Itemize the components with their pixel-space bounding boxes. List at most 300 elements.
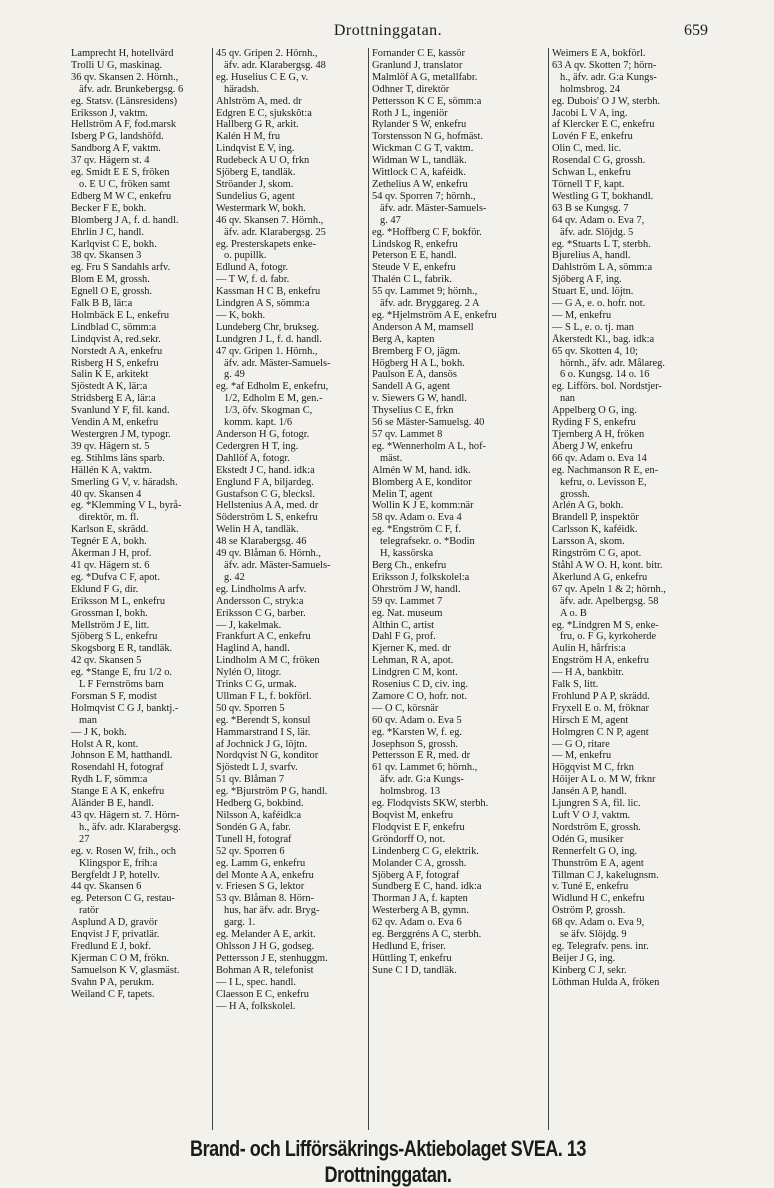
directory-entry: Becker F E, bokh.: [71, 202, 147, 214]
directory-entry: Kalén H M, fru: [216, 131, 281, 143]
directory-entry: Lindskog R, enkefru: [372, 238, 458, 250]
directory-entry: holmsbrog. 24: [560, 83, 621, 95]
column-3: [368, 48, 548, 1130]
directory-entry: Rosendal C G, grossh.: [552, 155, 646, 167]
directory-entry: — M, enkefru: [552, 750, 612, 762]
directory-entry: 66 qv. Adam o. Eva 14: [552, 452, 647, 464]
directory-entry: 56 se Mäster-Samuelsg. 40: [372, 417, 485, 429]
directory-entry: Weiland C F, tapets.: [71, 988, 155, 1000]
directory-entry: eg. *Stange E, fru 1/2 o.: [71, 667, 172, 679]
directory-entry: Weimers E A, bokförl.: [552, 48, 646, 59]
directory-entry: 49 qv. Blåman 6. Hörnh.,: [216, 548, 321, 560]
directory-entry: Bremberg F O, jägm.: [372, 345, 461, 357]
directory-entry: Bohman A R, telefonist: [216, 964, 314, 976]
directory-entry: Falk B B, lär:a: [71, 298, 133, 310]
directory-entry: eg. v. Rosen W, frih., och: [71, 845, 176, 857]
directory-entry: Åberg J W, enkefru: [552, 440, 633, 452]
directory-entry: Dahlström L A, sömm:a: [552, 262, 653, 274]
directory-entry: eg. *Bjurström P G, handl.: [216, 786, 328, 798]
directory-entry: 42 qv. Skansen 5: [71, 655, 142, 667]
directory-entry: Dahl F G, prof.: [372, 631, 436, 643]
directory-entry: Hedberg G, bokbind.: [216, 798, 304, 810]
directory-entry: eg. Lindholms A arfv.: [216, 583, 307, 595]
directory-entry: äfv. adr. Mäster-Samuels-: [224, 357, 331, 369]
directory-entry: holmsbrog. 13: [380, 786, 441, 798]
directory-entry: 51 qv. Blåman 7: [216, 774, 285, 786]
directory-entry: del Monte A A, enkefru: [216, 869, 314, 881]
directory-entry: eg. *Engström C F, f.: [372, 524, 461, 536]
directory-entry: 37 qv. Hägern st. 4: [71, 155, 150, 167]
directory-entry: Pettersson K C E, sömm:a: [372, 95, 482, 107]
directory-entry: af Jochnick J G, löjtn.: [216, 738, 308, 750]
directory-entry: Frohlund P A P, skrädd.: [552, 690, 650, 702]
directory-entry: Sondén G A, fabr.: [216, 821, 291, 833]
directory-entry: Ryding F S, enkefru: [552, 417, 636, 429]
column-1: [68, 48, 212, 1130]
directory-entry: Brandell P, inspektör: [552, 512, 639, 524]
directory-entry: Molander C A, grossh.: [372, 857, 467, 869]
directory-entry: Westerberg A B, gymn.: [372, 905, 469, 917]
directory-entry: eg. Dubois' O J W, sterbh.: [552, 95, 661, 107]
directory-entry: — T W, f. d. fabr.: [216, 274, 290, 286]
directory-entry: grossh.: [560, 488, 590, 500]
directory-entry: Nordström E, grossh.: [552, 821, 641, 833]
directory-entry: Klingspor E, frih:a: [79, 857, 158, 869]
directory-entry: Åkerstedt Kl., bag. idk:a: [552, 333, 655, 345]
directory-entry: eg. *Wennerholm A L, hof-: [372, 440, 487, 452]
directory-entry: Olin C, med. lic.: [552, 143, 622, 155]
directory-entry: Ohlsson J H G, godseg.: [216, 940, 315, 952]
directory-entry: Rennerfelt G O, ing.: [552, 845, 638, 857]
directory-entry: Lindgren C M, kont.: [372, 667, 458, 679]
directory-entry: Holmbäck E L, enkefru: [71, 309, 170, 321]
directory-entry: Fornander C E, kassör: [372, 48, 465, 59]
directory-entry: Söderström L S, enkefru: [216, 512, 318, 524]
directory-entry: Gröndorff O, not.: [372, 833, 446, 845]
directory-entry: Westermark W, bokh.: [216, 202, 306, 214]
directory-entry: eg. *Hjelmström A E, enkefru: [372, 309, 497, 321]
directory-entry: eg. Berggréns A C, sterbh.: [372, 929, 482, 941]
directory-entry: — I L, spec. handl.: [216, 976, 296, 988]
directory-entry: Ekstedt J C, hand. idk:a: [216, 464, 315, 476]
directory-entry: Öhrström J W, handl.: [372, 583, 461, 595]
directory-entry: Kassman H C B, enkefru: [216, 286, 321, 298]
directory-entry: Ståhl A W O. H, kont. bitr.: [552, 559, 663, 571]
directory-entry: Löthman Hulda A, fröken: [552, 976, 660, 988]
directory-entry: Stange E A K, enkefru: [71, 786, 165, 798]
directory-entry: o. pupillk.: [224, 250, 267, 262]
directory-entry: g. 47: [380, 214, 401, 226]
directory-entry: Holmgren C N P, agent: [552, 726, 649, 738]
directory-entry: hus, har äfv. adr. Bryg-: [224, 905, 320, 917]
page-number: 659: [684, 22, 708, 39]
directory-entry: Rylander S W, enkefru: [372, 119, 467, 131]
directory-entry: Hammarstrand I S, lär.: [216, 726, 311, 738]
directory-entry: Blomberg A E, konditor: [372, 476, 472, 488]
directory-entry: Lindblad C, sömm:a: [71, 321, 157, 333]
directory-entry: Forsman S F, modist: [71, 690, 157, 702]
directory-entry: kefru, o. Levisson E,: [560, 476, 647, 488]
directory-entry: h., äfv. adr. G:a Kungs-: [560, 71, 657, 83]
directory-entry: Edgren E C, sjukskôt:a: [216, 107, 312, 119]
directory-entry: 53 qv. Blåman 8. Hörn-: [216, 893, 315, 905]
directory-entry: Lamprecht H, hotellvärd: [71, 48, 174, 59]
column-4: [548, 48, 708, 1130]
directory-entry: Fredlund E J, bokf.: [71, 940, 151, 952]
directory-entry: 44 qv. Skansen 6: [71, 881, 142, 893]
directory-entry: 64 qv. Adam o. Eva 7,: [552, 214, 645, 226]
directory-entry: Blom E M, grossh.: [71, 274, 150, 286]
directory-entry: Stuart E, und. löjtn.: [552, 286, 634, 298]
directory-entry: Claesson E C, enkefru: [216, 988, 309, 1000]
directory-entry: 57 qv. Lammet 8: [372, 429, 443, 440]
directory-entry: Sjöberg S L, enkefru: [71, 631, 158, 643]
directory-entry: Ahlström A, med. dr: [216, 95, 302, 107]
directory-entry: Samuelson K V, glasmäst.: [71, 964, 180, 976]
directory-entry: 43 qv. Hägern st. 7. Hörn-: [71, 810, 180, 821]
directory-entry: Egnell O E, grossh.: [71, 286, 153, 298]
directory-entry: — S L, e. o. tj. man: [552, 321, 634, 333]
directory-entry: Boqvist M, enkefru: [372, 810, 454, 821]
directory-entry: Tegnér E A, bokh.: [71, 536, 147, 548]
directory-entry: Zethelius A W, enkefru: [372, 178, 468, 190]
directory-entry: Edberg M W C, enkefru: [71, 190, 172, 202]
directory-entry: Granlund J, translator: [372, 59, 463, 71]
directory-entry: eg. Melander A E, arkit.: [216, 929, 316, 941]
directory-entry: Åkerlund A G, enkefru: [552, 571, 648, 583]
directory-entry: 50 qv. Sporren 5: [216, 702, 285, 714]
directory-entry: Flodqvist E F, enkefru: [372, 821, 465, 833]
directory-entry: Trinks C G, urmak.: [216, 679, 297, 691]
directory-entry: Sjöberg A F, fotograf: [372, 869, 460, 881]
directory-entry: Haglind A, handl.: [216, 643, 290, 655]
directory-entry: eg. Nat. museum: [372, 607, 443, 619]
directory-entry: eg. Telegrafv. pens. inr.: [552, 940, 649, 952]
directory-entry: Kjerman C O M, frökn.: [71, 952, 170, 964]
directory-entry: Rydh L F, sömm:a: [71, 774, 148, 786]
directory-entry: Karlqvist C E, bokh.: [71, 238, 157, 250]
directory-entry: 48 se Klarabergsg. 46: [216, 536, 307, 548]
directory-entry: Odén G, musiker: [552, 833, 624, 845]
directory-entry: 36 qv. Skansen 2. Hörnh.,: [71, 71, 179, 83]
directory-entry: 47 qv. Gripen 1. Hörnh.,: [216, 345, 318, 357]
directory-entry: — O C, körsnär: [372, 702, 439, 714]
directory-entry: Berg A, kapten: [372, 333, 435, 345]
directory-entry: Anderson H G, fotogr.: [216, 429, 310, 440]
directory-entry: eg. Fru S Sandahls arfv.: [71, 262, 171, 274]
directory-entry: eg. Smidt E E S, fröken: [71, 167, 170, 179]
directory-entry: Pettersson E R, med. dr: [372, 750, 471, 762]
directory-entry: eg. Statsv. (Länsresidens): [71, 95, 178, 107]
directory-entry: Edlund A, fotogr.: [216, 262, 289, 274]
directory-columns: [68, 48, 708, 1130]
directory-entry: Lindgren A S, sömm:a: [216, 298, 310, 310]
directory-entry: Holst A R, kont.: [71, 738, 139, 750]
directory-entry: garg. 1.: [224, 917, 256, 929]
directory-entry: Pettersson J E, stenhuggm.: [216, 952, 328, 964]
directory-entry: Eriksson M L, enkefru: [71, 595, 166, 607]
directory-entry: Tillman C J, kakelugnsm.: [552, 869, 659, 881]
directory-entry: Malmlöf A G, metallfabr.: [372, 71, 478, 83]
directory-entry: ratör: [79, 905, 99, 917]
directory-entry: 63 A qv. Skotten 7; hörn-: [552, 59, 657, 71]
directory-entry: Widman W L, tandläk.: [372, 155, 467, 167]
directory-entry: äfv. adr. Apelbergsg. 58: [560, 595, 659, 607]
directory-entry: Sandell A G, agent: [372, 381, 450, 393]
directory-entry: Althin C, artist: [372, 619, 435, 631]
directory-entry: 39 qv. Hägern st. 5: [71, 440, 150, 452]
directory-entry: 58 qv. Adam o. Eva 4: [372, 512, 462, 524]
directory-entry: Engström H A, enkefru: [552, 655, 649, 667]
directory-entry: Blomberg J A, f. d. handl.: [71, 214, 179, 226]
directory-entry: 67 qv. Apeln 1 & 2; hörnh.,: [552, 583, 666, 595]
directory-entry: A o. B: [560, 607, 587, 619]
directory-entry: äfv. adr. Slöjdg. 5: [560, 226, 634, 238]
directory-entry: Hedlund E, friser.: [372, 940, 446, 952]
directory-entry: eg. Presterskapets enke-: [216, 238, 317, 250]
street-title: Drottninggatan.: [333, 22, 443, 39]
directory-entry: H, kassörska: [380, 548, 434, 560]
directory-entry: — H A, bankbitr.: [552, 667, 624, 679]
directory-entry: 1/3, öfv. Skogman C,: [224, 405, 313, 417]
directory-entry: — H A, folkskolel.: [216, 1000, 296, 1012]
directory-entry: mäst.: [380, 452, 403, 464]
directory-entry: direktör, m. fl.: [79, 512, 139, 524]
directory-entry: 62 qv. Adam o. Eva 6: [372, 917, 462, 929]
directory-entry: Högberg H A L, bokh.: [372, 357, 465, 369]
directory-entry: Rosenius C D, civ. ing.: [372, 679, 469, 691]
directory-entry: eg. *Hoffberg C F, bokför.: [372, 226, 482, 238]
directory-entry: L F Fernströms barn: [79, 679, 164, 691]
directory-entry: Eriksson J, vaktm.: [71, 107, 148, 119]
directory-entry: Svahn P A, perukm.: [71, 976, 155, 988]
directory-entry: äfv. adr. Brunkebergsg. 6: [79, 83, 184, 95]
directory-entry: eg. Stihlms läns sparb.: [71, 452, 165, 464]
directory-entry: eg. *Berendt S, konsul: [216, 714, 311, 726]
directory-entry: äfv. adr. Mäster-Samuels-: [224, 559, 331, 571]
directory-entry: Sjöberg A F, ing.: [552, 274, 622, 286]
directory-entry: eg. *Lindgren M S, enke-: [552, 619, 659, 631]
directory-entry: Roth J L, ingeniör: [372, 107, 448, 119]
directory-entry: Odhner T, direktör: [372, 83, 450, 95]
directory-entry: — J, kakelmak.: [216, 619, 282, 631]
directory-entry: Paulson E A, dansös: [372, 369, 457, 381]
directory-entry: Risberg H S, enkefru: [71, 357, 159, 369]
directory-entry: 65 qv. Skotten 4, 10;: [552, 345, 638, 357]
directory-entry: Eriksson C G, barber.: [216, 607, 306, 619]
directory-entry: Salin K E, arkitekt: [71, 369, 149, 381]
directory-entry: Grossman I, bokh.: [71, 607, 148, 619]
directory-entry: Höijer A L o. M W, frknr: [552, 774, 656, 786]
directory-entry: Nilsson A, kaféidk:a: [216, 810, 302, 821]
directory-entry: — M, enkefru: [552, 309, 612, 321]
directory-entry: Falk S, litt.: [552, 679, 599, 691]
directory-entry: Eriksson J, folkskolel:a: [372, 571, 470, 583]
directory-entry: Nordqvist N G, konditor: [216, 750, 319, 762]
directory-entry: Hellström A F, fod.marsk: [71, 119, 177, 131]
directory-entry: Öström P, grossh.: [552, 905, 626, 917]
directory-entry: eg. *Dufva C F, apot.: [71, 571, 160, 583]
advertisement-footer: Brand- och Lifförsäkrings-Aktiebolaget SVEA. 13 Drottninggatan.: [190, 1136, 586, 1187]
directory-entry: 27: [79, 833, 90, 845]
directory-entry: Åkerman J H, prof.: [71, 548, 152, 560]
directory-entry: 1/2, Edholm E M, gen.-: [224, 393, 323, 405]
directory-entry: äfv. adr. Klarabergsg. 25: [224, 226, 326, 238]
directory-entry: Thunström E A, agent: [552, 857, 644, 869]
directory-entry: Tunell H, fotograf: [216, 833, 292, 845]
directory-entry: — G A, e. o. hofr. not.: [552, 298, 646, 310]
directory-entry: Andersson C, stryk:a: [216, 595, 304, 607]
directory-entry: Larsson A, skom.: [552, 536, 625, 548]
directory-entry: Westergren J M, typogr.: [71, 429, 171, 440]
directory-entry: Thalén C L, fabrik.: [372, 274, 452, 286]
directory-entry: Carlsson K, kaféidk.: [552, 524, 638, 536]
directory-entry: Luft V O J, vaktm.: [552, 810, 631, 821]
directory-entry: g. 49: [224, 369, 245, 381]
directory-entry: Trolli U G, maskinag.: [71, 59, 163, 71]
directory-entry: Ljungren S A, fil. lic.: [552, 798, 641, 810]
directory-entry: o. E U C, fröken samt: [79, 178, 170, 190]
directory-entry: fru, o. F G, kyrkoherde: [560, 631, 657, 643]
directory-entry: Kjerner K, med. dr: [372, 643, 451, 655]
directory-entry: Åländer B E, handl.: [71, 798, 154, 810]
directory-entry: Ullman F L, f. bokförl.: [216, 690, 312, 702]
directory-entry: 6 o. Kungsg. 14 o. 16: [560, 369, 650, 381]
directory-entry: eg. *af Edholm E, enkefru,: [216, 381, 329, 393]
directory-entry: Wickman C G T, vaktm.: [372, 143, 474, 155]
directory-entry: eg. Huselius C E G, v.: [216, 71, 309, 83]
directory-entry: v. Friesen S G, lektor: [216, 881, 305, 893]
directory-entry: Peterson E E, handl.: [372, 250, 457, 262]
directory-entry: Hirsch E M, agent: [552, 714, 629, 726]
directory-entry: telegrafsekr. o. *Bodin: [380, 536, 475, 548]
directory-entry: Hüttling T, enkefru: [372, 952, 452, 964]
directory-entry: Holmqvist C G J, banktj.-: [71, 702, 179, 714]
directory-entry: Hellstenius A A, med. dr: [216, 500, 319, 512]
directory-entry: 61 qv. Lammet 6; hörnh.,: [372, 762, 478, 774]
directory-entry: eg. *Stuarts L T, sterbh.: [552, 238, 651, 250]
directory-entry: Sjöstedt A K, lär:a: [71, 381, 148, 393]
directory-entry: Lindqvist A, red.sekr.: [71, 333, 161, 345]
directory-entry: 46 qv. Skansen 7. Hörnh.,: [216, 214, 324, 226]
directory-entry: äfv. adr. Klarabergsg. 48: [224, 59, 326, 71]
directory-entry: Frankfurt A C, enkefru: [216, 631, 311, 643]
directory-entry: eg. Flodqvists SKW, sterbh.: [372, 798, 489, 810]
directory-entry: Steude V E, enkefru: [372, 262, 456, 274]
directory-entry: Gustafson C G, blecksl.: [216, 488, 315, 500]
directory-entry: Sune C I D, tandläk.: [372, 964, 457, 976]
directory-entry: Arlén A G, bokh.: [552, 500, 624, 512]
directory-entry: Westling G T, bokhandl.: [552, 190, 654, 202]
directory-entry: Stridsberg E A, lär:a: [71, 393, 156, 405]
directory-entry: Hällén K A, vaktm.: [71, 464, 153, 476]
directory-entry: Högqvist M C, frkn: [552, 762, 634, 774]
directory-entry: nan: [560, 393, 576, 405]
directory-entry: Svanlund Y F, fil. kand.: [71, 405, 170, 417]
directory-entry: Schwan L, enkefru: [552, 167, 631, 179]
directory-entry: 59 qv. Lammet 7: [372, 595, 443, 607]
directory-entry: Norstedt A A, enkefru: [71, 345, 163, 357]
directory-entry: eg. *Karsten W, f. eg.: [372, 726, 463, 738]
directory-entry: Josephson S, grossh.: [372, 738, 459, 750]
directory-entry: v. Tuné E, enkefru: [552, 881, 629, 893]
directory-entry: Appelberg O G, ing.: [552, 405, 637, 417]
directory-entry: Thorman J A, f. kapten: [372, 893, 468, 905]
directory-entry: Asplund A D, gravör: [71, 917, 158, 929]
directory-entry: Nylén O, litogr.: [216, 667, 282, 679]
directory-entry: Lindenberg C G, elektrik.: [372, 845, 479, 857]
directory-entry: Rudebeck A U O, frkn: [216, 155, 310, 167]
directory-entry: Ringström C G, apot.: [552, 548, 642, 560]
directory-entry: 55 qv. Lammet 9; hörnh.,: [372, 286, 478, 298]
directory-entry: Tjernberg A H, fröken: [552, 429, 645, 440]
directory-entry: Mellström J E, litt.: [71, 619, 150, 631]
directory-entry: Melin T, agent: [372, 488, 433, 500]
directory-entry: Skogsborg E R, tandläk.: [71, 643, 173, 655]
directory-entry: 40 qv. Skansen 4: [71, 488, 142, 500]
directory-entry: Englund F A, biljardeg.: [216, 476, 314, 488]
directory-entry: Berg Ch., enkefru: [372, 559, 447, 571]
directory-entry: Widlund H C, enkefru: [552, 893, 645, 905]
directory-entry: Sandborg A F, vaktm.: [71, 143, 161, 155]
directory-entry: Bergfeldt J P, hotellv.: [71, 869, 160, 881]
directory-entry: Törnell T F, kapt.: [552, 178, 625, 190]
directory-entry: eg. Lamm G, enkefru: [216, 857, 306, 869]
directory-entry: g. 42: [224, 571, 245, 583]
directory-entry: man: [79, 714, 97, 726]
directory-entry: Dahllöf A, fotogr.: [216, 452, 290, 464]
directory-entry: Cedergren H T, ing.: [216, 440, 299, 452]
directory-entry: 45 qv. Gripen 2. Hörnh.,: [216, 48, 318, 59]
directory-entry: Kinberg C J, sekr.: [552, 964, 627, 976]
directory-entry: — J K, bokh.: [71, 726, 127, 738]
directory-entry: Ströander J, skom.: [216, 178, 294, 190]
directory-entry: Wittlock C A, kaféidk.: [372, 167, 466, 179]
directory-entry: komm. kapt. 1/6: [224, 417, 293, 429]
directory-entry: eg. Nachmanson R E, en-: [552, 464, 659, 476]
directory-entry: eg. *Klemming V L, byrå-: [71, 500, 182, 512]
directory-entry: Sjöberg E, tandläk.: [216, 167, 296, 179]
directory-entry: Johnson E M, hatthandl.: [71, 750, 173, 762]
directory-entry: Hallberg G R, arkit.: [216, 119, 299, 131]
directory-entry: Bjurelius A, handl.: [552, 250, 631, 262]
directory-entry: Zamore C O, hofr. not.: [372, 690, 467, 702]
directory-entry: Welin H A, tandläk.: [216, 524, 299, 536]
directory-entry: Thyselius C E, frkn: [372, 405, 454, 417]
directory-entry: Lindholm A M C, fröken: [216, 655, 320, 667]
directory-entry: Wollin K J E, komm:när: [372, 500, 474, 512]
directory-entry: häradsh.: [224, 83, 259, 95]
directory-entry: v. Siewers G W, handl.: [372, 393, 467, 405]
directory-entry: — K, bokh.: [216, 309, 266, 321]
directory-entry: Torstensson N G, hofmäst.: [372, 131, 483, 143]
directory-entry: Karlson E, skrädd.: [71, 524, 149, 536]
directory-entry: 60 qv. Adam o. Eva 5: [372, 714, 462, 726]
directory-entry: Vendin A M, enkefru: [71, 417, 159, 429]
directory-entry: se äfv. Slöjdg. 9: [560, 929, 627, 941]
page-header: [68, 22, 708, 42]
directory-entry: Lundeberg Chr, brukseg.: [216, 321, 320, 333]
directory-entry: Beijer J G, ing.: [552, 952, 616, 964]
directory-entry: Anderson A M, mamsell: [372, 321, 474, 333]
directory-entry: äfv. adr. Mäster-Samuels-: [380, 202, 487, 214]
directory-entry: Lovén F E, enkefru: [552, 131, 633, 143]
directory-entry: 54 qv. Sporren 7; hörnh.,: [372, 190, 476, 202]
directory-entry: Jacobi L V A, ing.: [552, 107, 628, 119]
directory-entry: Lehman, R A, apot.: [372, 655, 454, 667]
directory-entry: Sundelius G, agent: [216, 190, 295, 202]
directory-entry: Aulin H, hårfris:a: [552, 643, 626, 655]
